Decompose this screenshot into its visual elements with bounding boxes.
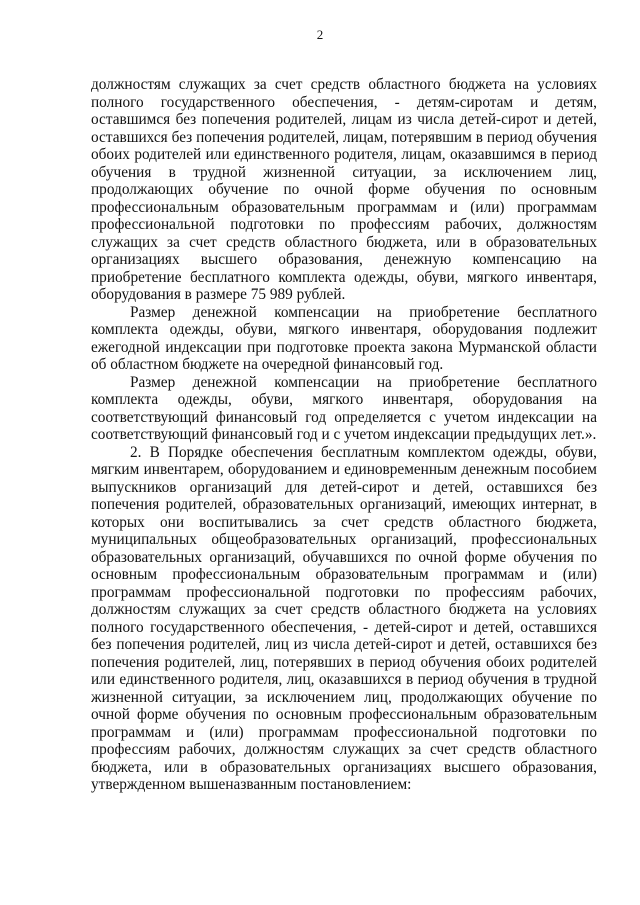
text-line: без попечения родителей, лиц из числа детей-сирот и детей, оставшихся без <box>91 636 597 653</box>
text-line: Размер денежной компенсации на приобретение бесплатного <box>130 373 597 391</box>
text-line: оборудования в размере 75 989 рублей. <box>91 286 346 303</box>
text-line: комплекта одежды, обуви, мягкого инвентаря, оборудования на <box>91 391 597 408</box>
text-line: соответствующий финансовый год и с учетом индексации предыдущих лет.». <box>91 426 597 443</box>
text-line: полного государственного обеспечения, - детей-сирот и детей, оставшихся <box>91 618 597 636</box>
text-line: жизненной ситуации, за исключением лиц, продолжающих обучение по <box>91 688 597 706</box>
text-line: комплекта одежды, обуви, мягкого инвентаря, оборудования подлежит <box>91 321 597 338</box>
text-line: попечения родителей, образовательных организаций, имеющих интернат, в <box>91 496 597 513</box>
text-line: полного государственного обеспечения, - детям-сиротам и детям, <box>91 93 597 111</box>
text-line: мягким инвентарем, оборудованием и единовременным денежным пособием <box>91 461 597 478</box>
text-line: очной форме обучения по основным профессиональным образовательным <box>91 706 597 723</box>
text-line: профессиональным образовательным программам и (или) программам <box>91 198 597 216</box>
text-line: муниципальных общеобразовательных организаций, профессиональных <box>91 531 597 548</box>
text-line: ежегодной индексации при подготовке проекта закона Мурманской области <box>91 338 597 356</box>
text-line: должностям служащих за счет средств областного бюджета на условиях <box>91 601 597 618</box>
text-line: программам и (или) программам профессиональной подготовки по <box>91 723 597 741</box>
text-line: об областном бюджете на очередной финансовый год. <box>91 356 444 373</box>
text-line: оставшимся без попечения родителей, лицам из числа детей-сирот и детей, <box>91 111 597 128</box>
text-line: приобретение бесплатного комплекта одежды, обуви, мягкого инвентаря, <box>91 268 597 286</box>
text-line: программам профессиональной подготовки по профессиям рабочих, <box>91 583 597 601</box>
text-line: обоих родителей или единственного родителя, лицам, оказавшимся в период <box>91 146 597 163</box>
text-line: продолжающих обучение по очной форме обучения по основным <box>91 181 597 198</box>
text-line: должностям служащих за счет средств областного бюджета на условиях <box>91 76 597 93</box>
text-line: попечения родителей, лиц, потерявших в период обучения обоих родителей <box>91 653 597 671</box>
text-line: Размер денежной компенсации на приобретение бесплатного <box>130 303 597 321</box>
page-number: 2 <box>316 27 324 42</box>
text-line: оставшихся без попечения родителей, лицам, потерявшим в период обучения <box>91 128 597 146</box>
text-line: выпускников организаций для детей-сирот и детей, оставшихся без <box>91 478 597 496</box>
text-line: организациях высшего образования, денежную компенсацию на <box>91 251 597 268</box>
document-body <box>91 76 597 794</box>
text-line: 2. В Порядке обеспечения бесплатным комплектом одежды, обуви, <box>130 443 597 461</box>
text-line: основным профессиональным образовательным программам и (или) <box>91 566 597 583</box>
text-line: профессиональной подготовки по профессиям рабочих, должностям <box>91 216 597 233</box>
text-line: соответствующий финансовый год определяется с учетом индексации на <box>91 408 597 426</box>
text-line: обучения в трудной жизненной ситуации, за исключением лиц, <box>91 163 597 181</box>
text-line: утвержденном вышеназванным постановлением: <box>91 776 412 793</box>
text-line: профессиям рабочих, должностям служащих за счет средств областного <box>91 741 597 758</box>
text-line: образовательных организаций, обучавшихся по очной форме обучения по <box>91 548 597 566</box>
text-line: которых они воспитывались за счет средств областного бюджета, <box>91 513 597 531</box>
text-line: бюджета, или в образовательных организациях высшего образования, <box>91 758 597 776</box>
text-line: служащих за счет средств областного бюджета, или в образовательных <box>91 233 597 251</box>
text-line: или единственного родителя, лиц, оказавшихся в период обучения в трудной <box>91 671 597 688</box>
